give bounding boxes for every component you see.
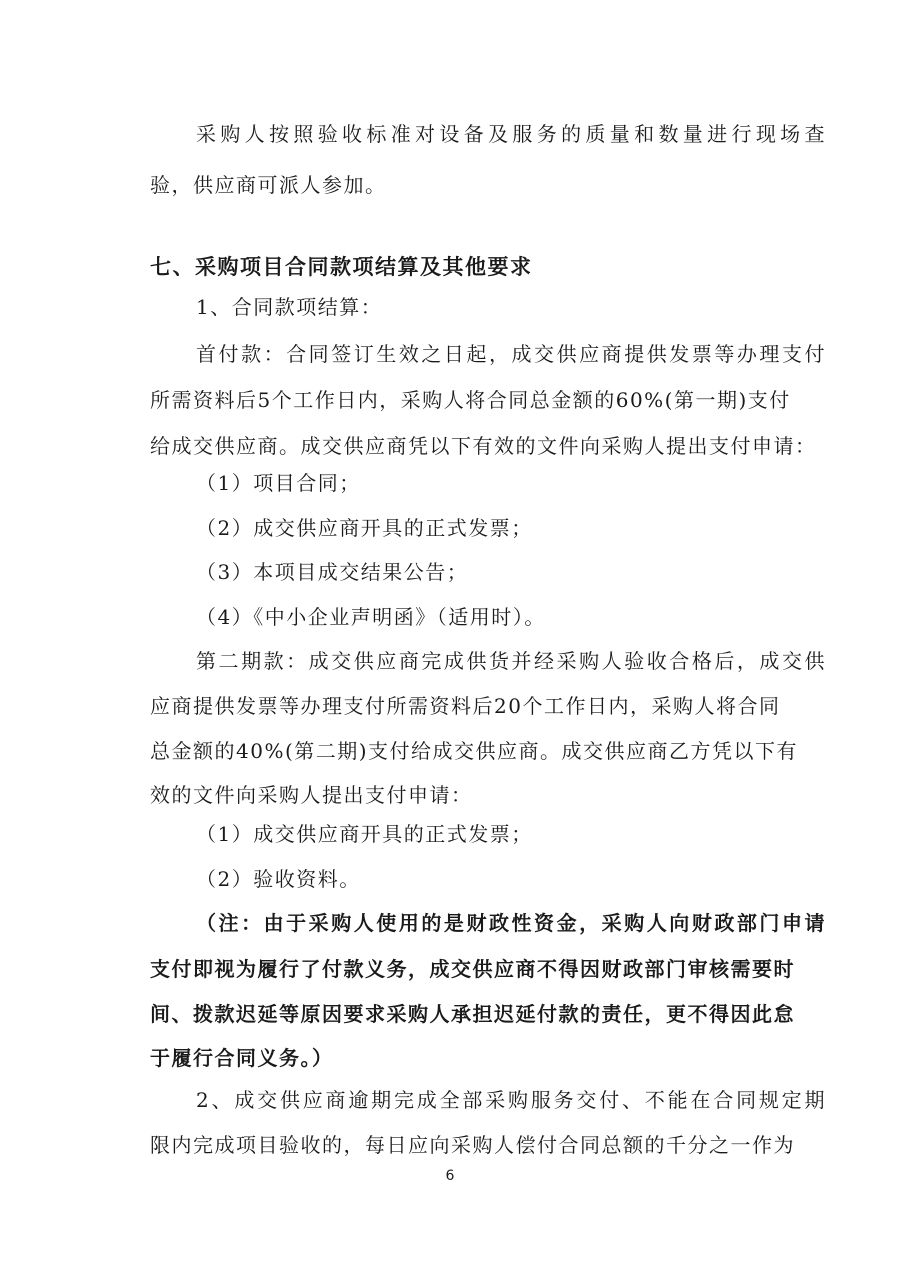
text-line: 采购人按照验收标准对设备及服务的质量和数量进行现场查 — [196, 122, 826, 146]
text-line: 首付款：合同签订生效之日起，成交供应商提供发票等办理支付 — [196, 342, 826, 366]
list-item: （1）成交供应商开具的正式发票； — [196, 822, 533, 846]
list-item: （3）本项目成交结果公告； — [196, 560, 469, 584]
text-line: 应商提供发票等办理支付所需资料后20个工作日内，采购人将合同 — [150, 694, 781, 718]
note-line: （注：由于采购人使用的是财政性资金，采购人向财政部门申请 — [196, 911, 826, 935]
text-line: 效的文件向采购人提出支付申请： — [150, 783, 473, 807]
text-line: 验，供应商可派人参加。 — [150, 173, 387, 197]
text-line: 第二期款：成交供应商完成供货并经采购人验收合格后，成交供 — [196, 649, 826, 673]
text-line: 2、成交供应商逾期完成全部采购服务交付、不能在合同规定期 — [196, 1088, 826, 1112]
text-line: 所需资料后5个工作日内，采购人将合同总金额的60%(第一期)支付 — [150, 388, 791, 412]
subsection-heading: 1、合同款项结算： — [196, 295, 383, 319]
note-line: 间、拨款迟延等原因要求采购人承担迟延付款的责任，更不得因此怠 — [150, 1002, 795, 1026]
list-item: （2）验收资料。 — [196, 867, 361, 891]
list-item: （1）项目合同； — [196, 471, 361, 495]
list-item: （4）《中小企业声明函》（适用时）。 — [196, 605, 546, 629]
note-line: 支付即视为履行了付款义务，成交供应商不得因财政部门审核需要时 — [150, 957, 795, 981]
section-heading: 七、采购项目合同款项结算及其他要求 — [150, 254, 533, 279]
list-item: （2）成交供应商开具的正式发票； — [196, 516, 533, 540]
text-line: 给成交供应商。成交供应商凭以下有效的文件向采购人提出支付申请： — [150, 434, 817, 458]
note-line: 于履行合同义务。） — [150, 1046, 334, 1070]
text-line: 限内完成项目验收的，每日应向采购人偿付合同总额的千分之一作为 — [150, 1133, 795, 1157]
text-line: 总金额的40%(第二期)支付给成交供应商。成交供应商乙方凭以下有 — [150, 739, 799, 763]
page-number: 6 — [445, 1168, 455, 1184]
